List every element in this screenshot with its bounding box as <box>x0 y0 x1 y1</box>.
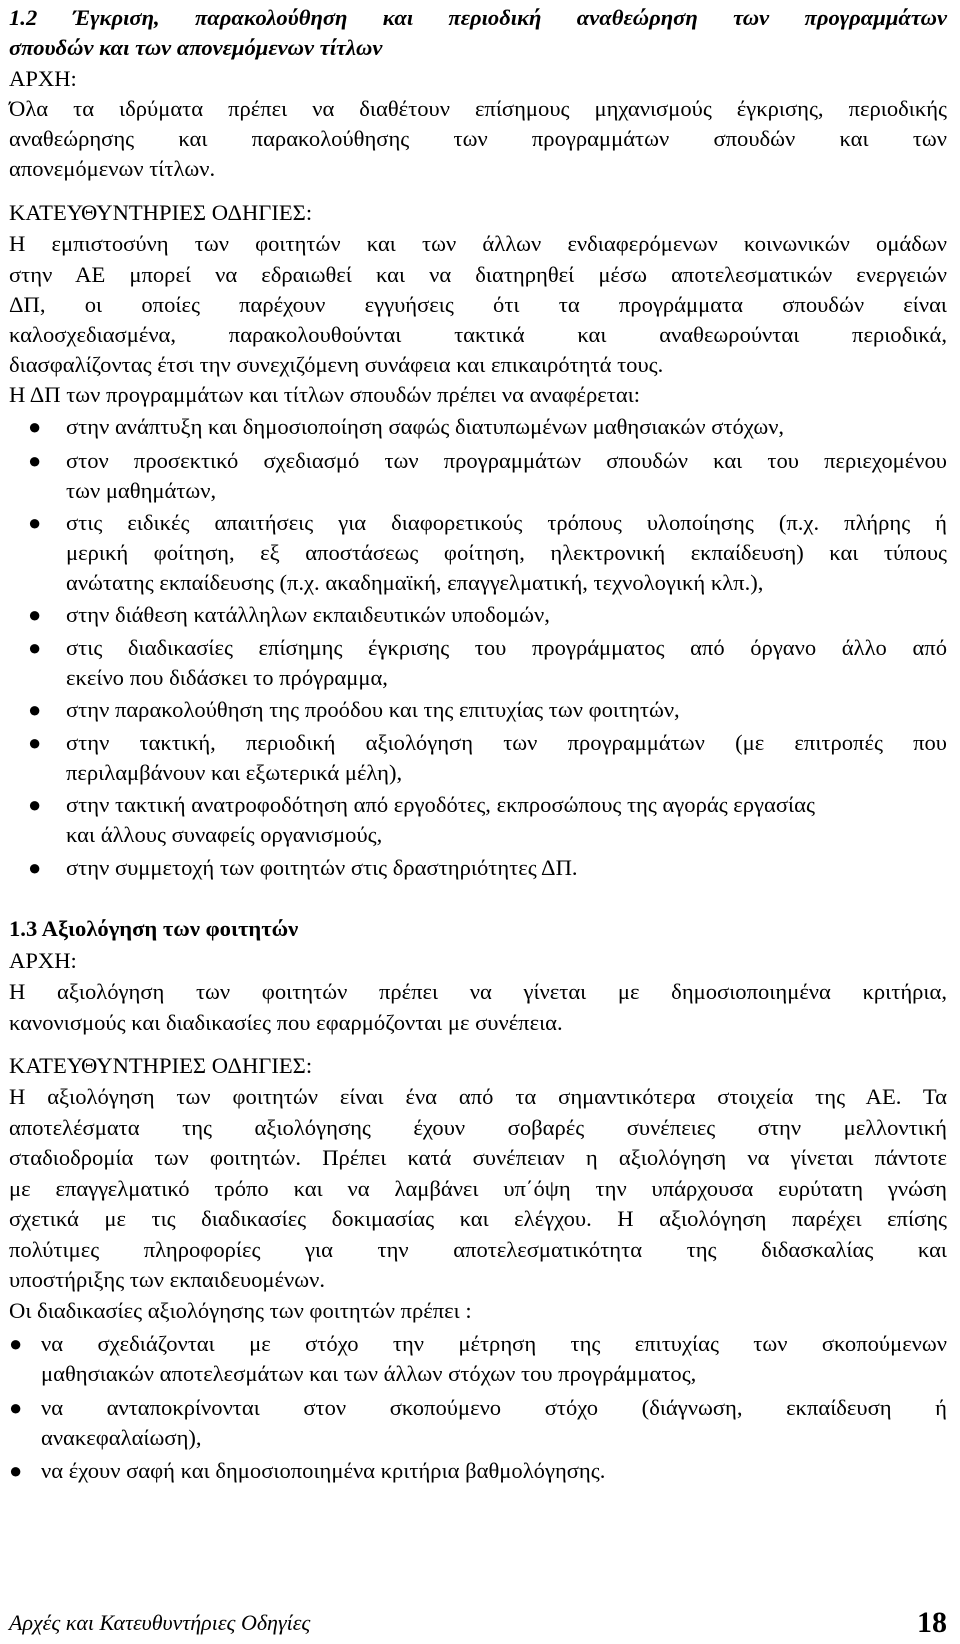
paragraph-line: αναθεώρησης και παρακολούθησης των προγραμμάτων σπουδών και των <box>9 126 947 151</box>
list-item: στην συμμετοχή των φοιτητών στις δραστηριότητες ΔΠ. <box>66 855 578 880</box>
paragraph-line: υποστήριξης των εκπαιδευομένων. <box>9 1267 325 1292</box>
page-number: 18 <box>917 1606 947 1639</box>
bullet-icon: ● <box>9 1331 23 1356</box>
list-item: στις διαδικασίες επίσημης έγκρισης του προγράμματος από όργανο άλλο από <box>66 635 947 660</box>
paragraph-line: πολύτιμες πληροφορίες για την αποτελεσματικότητα της διδασκαλίας και <box>9 1237 947 1262</box>
list-item: στην ανάπτυξη και δημοσιοποίηση σαφώς διατυπωμένων μαθησιακών στόχων, <box>66 414 785 439</box>
list-item: στην παρακολούθηση της προόδου και της επιτυχίας των φοιτητών, <box>66 697 680 722</box>
paragraph-line: αποτελέσματα της αξιολόγησης έχουν σοβαρές συνέπειες στην μελλοντική <box>9 1115 947 1140</box>
list-item: στον προσεκτικό σχεδιασμό των προγραμμάτων σπουδών και του περιεχομένου <box>66 448 947 473</box>
list-item: να σχεδιάζονται με στόχο την μέτρηση της επιτυχίας των σκοπούμενων <box>41 1331 947 1356</box>
list-item: στην διάθεση κατάλληλων εκπαιδευτικών υποδομών, <box>66 602 550 627</box>
list-item-cont: και άλλους συναφείς οργανισμούς, <box>66 822 383 847</box>
bullet-icon: ● <box>28 510 42 535</box>
bullet-icon: ● <box>28 635 42 660</box>
bullet-icon: ● <box>9 1395 23 1420</box>
bullet-icon: ● <box>9 1458 23 1483</box>
guidelines-label: ΚΑΤΕΥΘΥΝΤΗΡΙΕΣ ΟΔΗΓΙΕΣ: <box>9 1053 313 1078</box>
paragraph-line: κανονισμούς και διαδικασίες που εφαρμόζονται με συνέπεια. <box>9 1010 563 1035</box>
guidelines-label: ΚΑΤΕΥΘΥΝΤΗΡΙΕΣ ΟΔΗΓΙΕΣ: <box>9 200 313 225</box>
list-intro: Η ΔΠ των προγραμμάτων και τίτλων σπουδών πρέπει να αναφέρεται: <box>9 382 641 407</box>
list-item-cont: περιλαμβάνουν και εξωτερικά μέλη), <box>66 760 403 785</box>
list-item: στην τακτική, περιοδική αξιολόγηση των προγραμμάτων (με επιτροπές που <box>66 730 947 755</box>
paragraph-line: Η αξιολόγηση των φοιτητών είναι ένα από τα σημαντικότερα στοιχεία της ΑΕ. Τα <box>9 1084 947 1109</box>
paragraph-line: διασφαλίζοντας έτσι την συνεχιζόμενη συνάφεια και επικαιρότητά τους. <box>9 352 664 377</box>
paragraph-line: Η εμπιστοσύνη των φοιτητών και των άλλων ενδιαφερόμενων κοινωνικών ομάδων <box>9 231 947 256</box>
bullet-icon: ● <box>28 602 42 627</box>
section-heading-cont: σπουδών και των απονεμόμενων τίτλων <box>9 35 383 60</box>
principle-label: ΑΡΧΗ: <box>9 948 77 973</box>
paragraph-line: στην ΑΕ μπορεί να εδραιωθεί και να διατηρηθεί μέσω αποτελεσματικών ενεργειών <box>9 262 947 287</box>
paragraph-line: Όλα τα ιδρύματα πρέπει να διαθέτουν επίσημους μηχανισμούς έγκρισης, περιοδικής <box>9 96 947 121</box>
list-item-cont: μερική φοίτηση, εξ αποστάσεως φοίτηση, ηλεκτρονική εκπαίδευση) και τύπους <box>66 540 947 565</box>
list-item-cont: ανακεφαλαίωση), <box>41 1425 202 1450</box>
paragraph-line: καλοσχεδιασμένα, παρακολουθούνται τακτικά και αναθεωρούνται περιοδικά, <box>9 322 947 347</box>
list-item-cont: ανώτατης εκπαίδευσης (π.χ. ακαδημαϊκή, επαγγελματική, τεχνολογική κλπ.), <box>66 570 764 595</box>
paragraph-line: σχετικά με τις διαδικασίες δοκιμασίας και ελέγχου. Η αξιολόγηση παρέχει επίσης <box>9 1206 947 1231</box>
bullet-icon: ● <box>28 855 42 880</box>
paragraph-line: σταδιοδρομία των φοιτητών. Πρέπει κατά συνέπειαν η αξιολόγηση να γίνεται πάντοτε <box>9 1145 947 1170</box>
bullet-icon: ● <box>28 697 42 722</box>
paragraph-line: ΔΠ, οι οποίες παρέχουν εγγυήσεις ότι τα προγράμματα σπουδών είναι <box>9 292 947 317</box>
list-item: στις ειδικές απαιτήσεις για διαφορετικούς τρόπους υλοποίησης (π.χ. πλήρης ή <box>66 510 947 535</box>
list-item-cont: μαθησιακών αποτελεσμάτων και των άλλων στόχων του προγράμματος, <box>41 1361 697 1386</box>
list-item: να έχουν σαφή και δημοσιοποιημένα κριτήρια βαθμολόγησης. <box>41 1458 606 1483</box>
list-item: στην τακτική ανατροφοδότηση από εργοδότες, εκπροσώπους της αγοράς εργασίας <box>66 792 815 817</box>
list-item: να ανταποκρίνονται στον σκοπούμενο στόχο (διάγνωση, εκπαίδευση ή <box>41 1395 947 1420</box>
paragraph-line: Η αξιολόγηση των φοιτητών πρέπει να γίνεται με δημοσιοποιημένα κριτήρια, <box>9 979 947 1004</box>
bullet-icon: ● <box>28 792 42 817</box>
paragraph-line: με επαγγελματικό τρόπο και να λαμβάνει υπ΄όψη την υπάρχουσα ευρύτατη γνώση <box>9 1176 947 1201</box>
bullet-icon: ● <box>28 414 42 439</box>
section-heading: 1.3 Αξιολόγηση των φοιτητών <box>9 916 299 941</box>
list-intro: Οι διαδικασίες αξιολόγησης των φοιτητών πρέπει : <box>9 1298 472 1323</box>
principle-label: ΑΡΧΗ: <box>9 66 77 91</box>
paragraph-line: απονεμόμενων τίτλων. <box>9 156 216 181</box>
list-item-cont: εκείνο που διδάσκει το πρόγραμμα, <box>66 665 388 690</box>
footer-title: Αρχές και Κατευθυντήριες Οδηγίες <box>9 1610 311 1635</box>
list-item-cont: των μαθημάτων, <box>66 478 217 503</box>
section-heading: 1.2 Έγκριση, παρακολούθηση και περιοδική αναθεώρηση των προγραμμάτων <box>9 5 947 30</box>
bullet-icon: ● <box>28 448 42 473</box>
bullet-icon: ● <box>28 730 42 755</box>
